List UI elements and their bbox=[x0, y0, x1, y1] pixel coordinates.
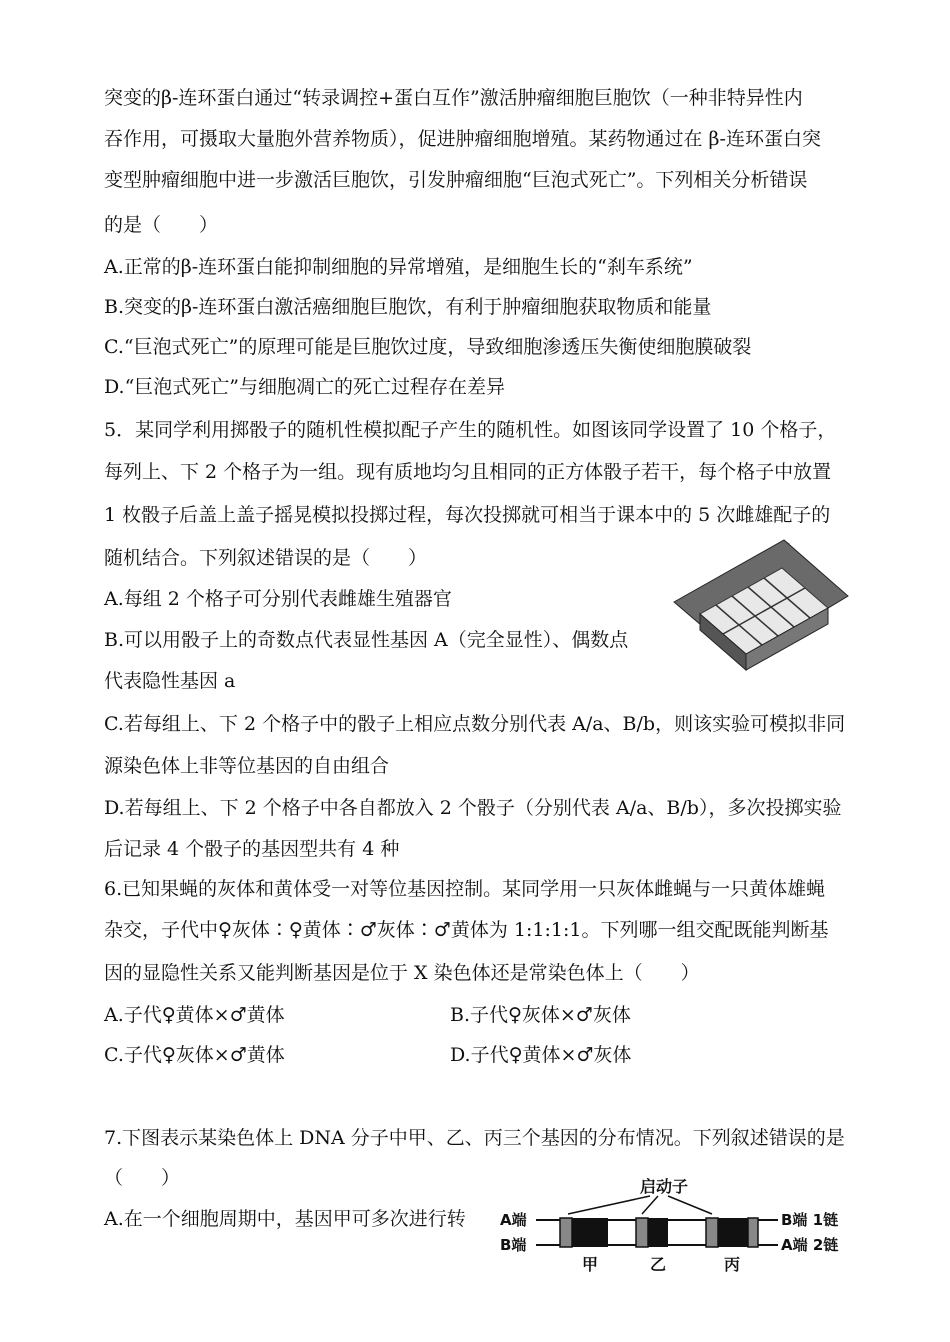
q6-option-a: A.子代♀黄体×♂黄体 bbox=[104, 1004, 285, 1026]
q6-stem-line-3: 因的显隐性关系又能判断基因是位于 X 染色体还是常染色体上（ ） bbox=[104, 962, 700, 984]
q4-stem-line-4: 的是（ ） bbox=[104, 214, 219, 236]
right-bottom-label: A端 2链 bbox=[781, 1236, 839, 1254]
dice-box-figure bbox=[672, 538, 854, 680]
gene-yi bbox=[648, 1218, 668, 1247]
q5-option-b-line-1: B.可以用骰子上的奇数点代表显性基因 A（完全显性）、偶数点 bbox=[104, 629, 629, 651]
q4-option-c: C.“巨泡式死亡”的原理可能是巨胞饮过度，导致细胞渗透压失衡使细胞膜破裂 bbox=[104, 336, 752, 358]
q7-stem-line-2: （ ） bbox=[104, 1167, 181, 1189]
q6-option-d: D.子代♀黄体×♂灰体 bbox=[450, 1044, 632, 1066]
gene-label-yi: 乙 bbox=[650, 1255, 667, 1274]
promoter-3 bbox=[706, 1218, 718, 1247]
q7-option-a: A.在一个细胞周期中，基因甲可多次进行转 bbox=[104, 1208, 466, 1230]
left-bottom-label: B端 bbox=[500, 1236, 527, 1254]
q6-option-c: C.子代♀灰体×♂黄体 bbox=[104, 1044, 285, 1066]
q4-option-d: D.“巨泡式死亡”与细胞凋亡的死亡过程存在差异 bbox=[104, 376, 506, 398]
q5-stem-line-2: 每列上、下 2 个格子为一组。现有质地均匀且相同的正方体骰子若干，每个格子中放置 bbox=[104, 461, 832, 483]
q7-stem-line-1: 7.下图表示某染色体上 DNA 分子中甲、乙、丙三个基因的分布情况。下列叙述错误的是 bbox=[104, 1127, 845, 1149]
q6-stem-line-1: 6.已知果蝇的灰体和黄体受一对等位基因控制。某同学用一只灰体雌蝇与一只黄体雄蝇 bbox=[104, 878, 826, 900]
q5-stem-line-4: 随机结合。下列叙述错误的是（ ） bbox=[104, 547, 428, 569]
right-top-label: B端 1链 bbox=[781, 1211, 839, 1229]
q4-option-a: A.正常的β-连环蛋白能抑制细胞的异常增殖，是细胞生长的“刹车系统” bbox=[104, 256, 693, 278]
q5-option-b-line-2: 代表隐性基因 a bbox=[104, 670, 236, 692]
q6-option-b: B.子代♀灰体×♂灰体 bbox=[450, 1004, 631, 1026]
q4-stem-line-3: 变型肿瘤细胞中进一步激活巨胞饮，引发肿瘤细胞“巨泡式死亡”。下列相关分析错误 bbox=[104, 169, 808, 191]
gene-bing bbox=[718, 1218, 748, 1247]
q5-stem-line-1: 5．某同学利用掷骰子的随机性模拟配子产生的随机性。如图该同学设置了 10 个格子， bbox=[104, 419, 837, 441]
q5-option-c-line-1: C.若每组上、下 2 个格子中的骰子上相应点数分别代表 A/a、B/b，则该实验可模拟非同 bbox=[104, 713, 846, 735]
promoter-2 bbox=[636, 1218, 648, 1247]
q5-option-d-line-2: 后记录 4 个骰子的基因型共有 4 种 bbox=[104, 838, 400, 860]
q5-option-a: A.每组 2 个格子可分别代表雌雄生殖器官 bbox=[104, 588, 452, 610]
q4-option-b: B.突变的β-连环蛋白激活癌细胞巨胞饮，有利于肿瘤细胞获取物质和能量 bbox=[104, 296, 712, 318]
gene-label-bing: 丙 bbox=[724, 1255, 741, 1274]
gene-label-jia: 甲 bbox=[582, 1255, 599, 1274]
q4-stem-line-1: 突变的β-连环蛋白通过“转录调控+蛋白互作”激活肿瘤细胞巨胞饮（一种非特异性内 bbox=[104, 87, 803, 109]
left-top-label: A端 bbox=[500, 1211, 527, 1229]
q5-stem-line-3: 1 枚骰子后盖上盖子摇晃模拟投掷过程，每次投掷就可相当于课本中的 5 次雌雄配子的 bbox=[104, 504, 831, 526]
q4-stem-line-2: 吞作用，可摄取大量胞外营养物质），促进肿瘤细胞增殖。某药物通过在 β-连环蛋白突 bbox=[104, 128, 821, 150]
q6-stem-line-2: 杂交，子代中♀灰体∶♀黄体∶♂灰体∶♂黄体为 1:1:1:1。下列哪一组交配既能判断基 bbox=[104, 919, 829, 941]
q5-option-d-line-1: D.若每组上、下 2 个格子中各自都放入 2 个骰子（分别代表 A/a、B/b），多次投掷实验 bbox=[104, 797, 842, 819]
q5-option-c-line-2: 源染色体上非等位基因的自由组合 bbox=[104, 755, 390, 777]
promoter-1 bbox=[560, 1218, 572, 1247]
gene-jia bbox=[572, 1218, 608, 1247]
promoter-label: 启动子 bbox=[640, 1177, 689, 1196]
dna-gene-figure bbox=[500, 1172, 850, 1278]
